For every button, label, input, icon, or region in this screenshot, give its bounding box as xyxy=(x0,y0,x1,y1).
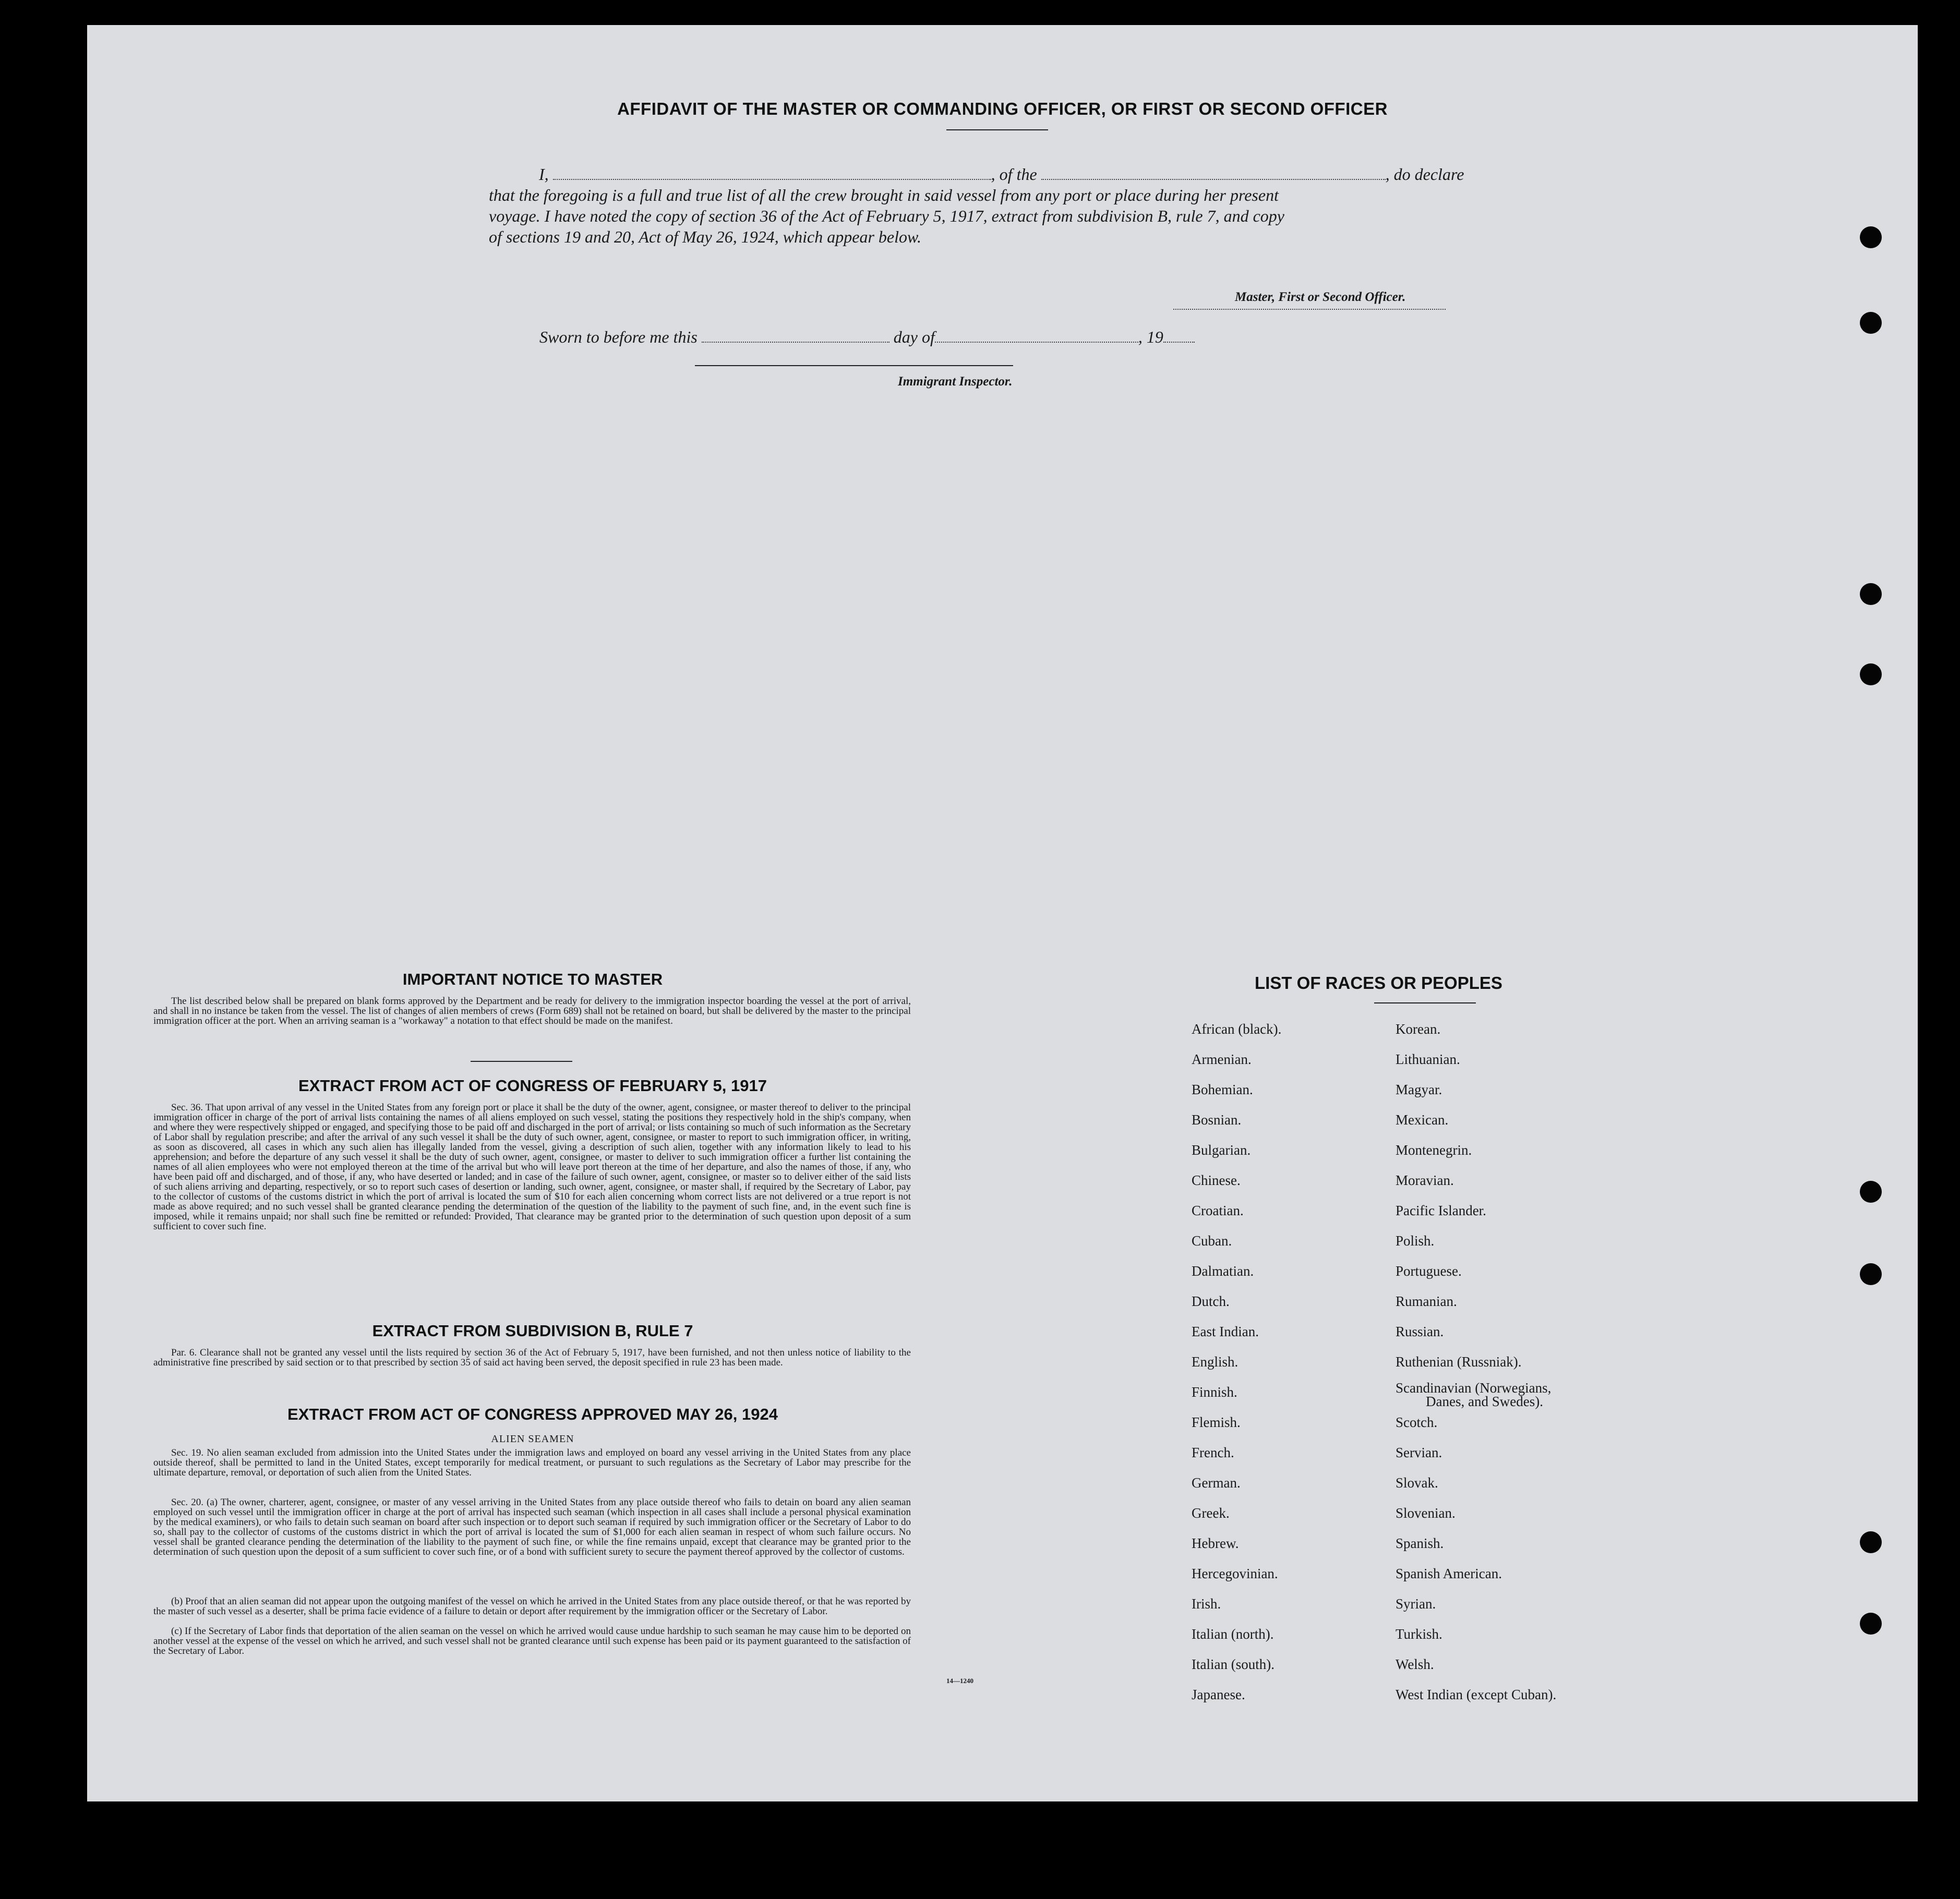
affidavit-line-2: that the foregoing is a full and true list of all the crew brought in said vessel from any port or place during her present xyxy=(489,186,1279,204)
binder-hole xyxy=(1860,1531,1882,1553)
title-rule xyxy=(946,129,1048,130)
race-item: Cuban. xyxy=(1192,1233,1232,1249)
year-prefix: , 19 xyxy=(1138,328,1163,346)
race-item: West Indian (except Cuban). xyxy=(1396,1687,1557,1702)
inspector-signature-line xyxy=(695,365,1013,366)
race-item: Syrian. xyxy=(1396,1596,1436,1612)
race-item: Welsh. xyxy=(1396,1656,1434,1672)
race-item: Flemish. xyxy=(1192,1414,1241,1430)
affidavit-declare: , do declare xyxy=(1385,165,1464,184)
name-blank[interactable] xyxy=(553,167,991,180)
sec-20b-text: (b) Proof that an alien seaman did not appear upon the outgoing manifest of the vessel on which he arrived in the United States from any place outside thereof, or that he was reported by the master of such vessel as a deserter, shall be prima facie evidence of a failure to detain or deport after requirement by the immigration officer or the Secretary of Labor. xyxy=(153,1596,911,1617)
notice-text: The list described below shall be prepared on blank forms approved by the Department and be ready for delivery to the immigration inspector boarding the vessel at the port of arrival, and shall in no instance be taken from the vessel. The list of changes of alien members of crews (Form 689) shall not be retained on board, but shall be delivered by the master to the principal immigration officer at the port. When an arriving seaman is a "workaway" a notation to that effect should be made on the manifest. xyxy=(153,996,911,1026)
vessel-blank[interactable] xyxy=(1041,167,1386,180)
race-item: German. xyxy=(1192,1475,1241,1491)
race-item: Portuguese. xyxy=(1396,1263,1462,1279)
race-item: Spanish. xyxy=(1396,1535,1444,1551)
sec-19-text: Sec. 19. No alien seaman excluded from admission into the United States under the immigration laws and employed on board any vessel arriving in the United States from any place outside thereof, shall be permitted to land in the United States, except temporarily for medical treatment, or pursuant to such regulations as the Secretary of Labor may prescribe for the ultimate departure, removal, or deportation of such alien from the United States. xyxy=(153,1447,911,1478)
extract-1917-text: Sec. 36. That upon arrival of any vessel in the United States from any foreign port or place it shall be the duty of the owner, agent, consignee, or master thereof to deliver to the principal immigration officer in charge of the port of arrival lists containing the names of all aliens employed on such vessel, stating the positions they respectively hold in the ship's company, when and where they were respectively shipped or engaged, and specifying those to be paid off and discharged in the port of arrival; or lists containing so much of such information as the Secretary of Labor shall by regulation prescribe; and after the arrival of any such vessel it shall be the duty of such owner, agent, consignee, or master to report to such immigration officer, in writing, as soon as discovered, all cases in which any such alien has illegally landed from the vessel, giving a description of such alien, together with any information likely to lead to his apprehension; and before the departure of any such vessel it shall be the duty of such owner, agent, consignee, or master to deliver to such immigration officer a further list containing the names of all alien employees who were not employed thereon at the time of the arrival but who will leave port thereon at the time of her departure, and also the names of those, if any, who have been paid off and discharged, and of those, if any, who have deserted or landed; and in case of the failure of such owner, agent, consignee, or master so to deliver either of the said lists of such aliens arriving and departing, respectively, or so to report such cases of desertion or landing, such owner, agent, consignee, or master shall, if required by the Secretary of Labor, pay to the collector of customs of the customs district in which the port of arrival is located the sum of $10 for each alien concerning whom correct lists are not delivered or a true report is not made as above required; and no such vessel shall be granted clearance pending the determination of the question of the liability to the payment of such fine, and, in the event such fine is imposed, while it remains unpaid; nor shall such fine be remitted or refunded: Provided, That clearance may be granted prior to the determination of such question upon deposit of a sum sufficient to cover such fine. xyxy=(153,1102,911,1232)
sworn-line xyxy=(539,326,1195,347)
race-item: Italian (south). xyxy=(1192,1656,1274,1672)
form-number: 14—1240 xyxy=(946,1677,973,1685)
race-item: Spanish American. xyxy=(1396,1566,1502,1581)
binder-hole xyxy=(1860,1181,1882,1203)
race-item: Pacific Islander. xyxy=(1396,1203,1486,1218)
race-item: Chinese. xyxy=(1192,1172,1241,1188)
race-item: Bohemian. xyxy=(1192,1082,1253,1097)
affidavit-title: AFFIDAVIT OF THE MASTER OR COMMANDING OFFICER, OR FIRST OR SECOND OFFICER xyxy=(617,99,1388,118)
month-blank[interactable] xyxy=(935,330,1138,343)
race-item: Magyar. xyxy=(1396,1082,1442,1097)
race-item: Hebrew. xyxy=(1192,1535,1239,1551)
binder-hole xyxy=(1860,663,1882,685)
race-item: Irish. xyxy=(1192,1596,1221,1612)
race-item: Scotch. xyxy=(1396,1414,1438,1430)
race-item: Italian (north). xyxy=(1192,1626,1274,1642)
race-item: Greek. xyxy=(1192,1505,1230,1521)
extract-1924-title: EXTRACT FROM ACT OF CONGRESS APPROVED MAY 26, 1924 xyxy=(287,1405,778,1423)
race-item-continuation: Danes, and Swedes). xyxy=(1426,1394,1543,1409)
binder-hole xyxy=(1860,583,1882,605)
race-item: Lithuanian. xyxy=(1396,1051,1460,1067)
race-item: Montenegrin. xyxy=(1396,1142,1472,1158)
affidavit-of-the: , of the xyxy=(991,165,1037,184)
race-item: French. xyxy=(1192,1445,1234,1460)
race-item: African (black). xyxy=(1192,1021,1282,1037)
race-item: Bosnian. xyxy=(1192,1112,1242,1128)
race-item: Moravian. xyxy=(1396,1172,1454,1188)
race-item: Slovenian. xyxy=(1396,1505,1456,1521)
extract-1924-subtitle: ALIEN SEAMEN xyxy=(491,1433,574,1445)
race-item: Slovak. xyxy=(1396,1475,1438,1491)
race-item: Russian. xyxy=(1396,1324,1444,1339)
sec-20c-text: (c) If the Secretary of Labor finds that deportation of the alien seaman on the vessel on which he arrived would cause undue hardship to such seaman he may cause him to be deported on another vessel at the expense of the vessel on which he arrived, and such vessel shall not be granted clearance until such expense has been paid or its payment guaranteed to the satisfaction of the Secretary of Labor. xyxy=(153,1626,911,1656)
race-item: Armenian. xyxy=(1192,1051,1252,1067)
affidavit-line-1 xyxy=(539,164,1464,185)
race-item: Hercegovinian. xyxy=(1192,1566,1278,1581)
extract-rule7-text: Par. 6. Clearance shall not be granted any vessel until the lists required by section 36 of the Act of February 5, 1917, have been furnished, and not then unless notice of liability to the administrative fine prescribed by said section or to that prescribed by section 35 of said act having been served, the deposit specified in rule 23 has been made. xyxy=(153,1347,911,1368)
race-item: Dalmatian. xyxy=(1192,1263,1254,1279)
race-item: Servian. xyxy=(1396,1445,1442,1460)
sec-20a-text: Sec. 20. (a) The owner, charterer, agent, consignee, or master of any vessel arriving in the United States from any place outside thereof who fails to detain on board any alien seaman employed on such vessel until the immigration officer in charge at the port of arrival has inspected such seaman (which inspection in all cases shall include a personal physical examination by the medical examiners), or who fails to detain such seaman on board after such inspection or to deport such seaman if required by such immigration officer or the Secretary of Labor to do so, shall pay to the collector of customs of the customs district in which the port of arrival is located the sum of $1,000 for each alien seaman in respect of whom such failure occurs. No vessel shall be granted clearance pending the determination of the liability to the payment of such fine, or while the fine remains unpaid, except that clearance may be granted prior to the determination of such question upon the deposit of a sum sufficient to cover such fine, or of a bond with sufficient surety to secure the payment thereof approved by the collector of customs. xyxy=(153,1497,911,1557)
race-item: Bulgarian. xyxy=(1192,1142,1251,1158)
race-item: Dutch. xyxy=(1192,1293,1230,1309)
master-caption: Master, First or Second Officer. xyxy=(1235,290,1406,304)
race-item: Ruthenian (Russniak). xyxy=(1396,1354,1522,1370)
binder-hole xyxy=(1860,226,1882,248)
race-item: East Indian. xyxy=(1192,1324,1259,1339)
race-item: Mexican. xyxy=(1396,1112,1449,1128)
race-item: Polish. xyxy=(1396,1233,1435,1249)
inspector-caption: Immigrant Inspector. xyxy=(898,374,1013,389)
binder-hole xyxy=(1860,1263,1882,1285)
race-item: Korean. xyxy=(1396,1021,1441,1037)
day-of-label: day of xyxy=(893,328,935,346)
affidavit-line-4: of sections 19 and 20, Act of May 26, 1924, which appear below. xyxy=(489,227,921,246)
binder-hole xyxy=(1860,312,1882,334)
race-item: Finnish. xyxy=(1192,1384,1237,1400)
race-item: Turkish. xyxy=(1396,1626,1442,1642)
day-blank[interactable] xyxy=(702,330,889,343)
races-rule xyxy=(1374,1002,1476,1003)
race-item: English. xyxy=(1192,1354,1238,1370)
affidavit-i: I, xyxy=(539,165,549,184)
binder-hole xyxy=(1860,1613,1882,1635)
year-blank[interactable] xyxy=(1163,330,1195,343)
form-sheet xyxy=(87,25,1918,1801)
extract-1917-title: EXTRACT FROM ACT OF CONGRESS OF FEBRUARY 5, 1917 xyxy=(298,1076,767,1095)
affidavit-line-3: voyage. I have noted the copy of section 36 of the Act of February 5, 1917, extract from subdivision B, rule 7, and copy xyxy=(489,207,1284,225)
extract-rule7-title: EXTRACT FROM SUBDIVISION B, RULE 7 xyxy=(372,1322,693,1340)
notice-title: IMPORTANT NOTICE TO MASTER xyxy=(402,970,663,988)
race-item: Japanese. xyxy=(1192,1687,1245,1702)
race-item: Scandinavian (Norwegians, xyxy=(1396,1380,1552,1396)
race-item: Croatian. xyxy=(1192,1203,1244,1218)
race-item: Rumanian. xyxy=(1396,1293,1457,1309)
sworn-label: Sworn to before me this xyxy=(539,328,698,346)
section-rule xyxy=(471,1061,572,1062)
races-title: LIST OF RACES OR PEOPLES xyxy=(1255,973,1502,993)
